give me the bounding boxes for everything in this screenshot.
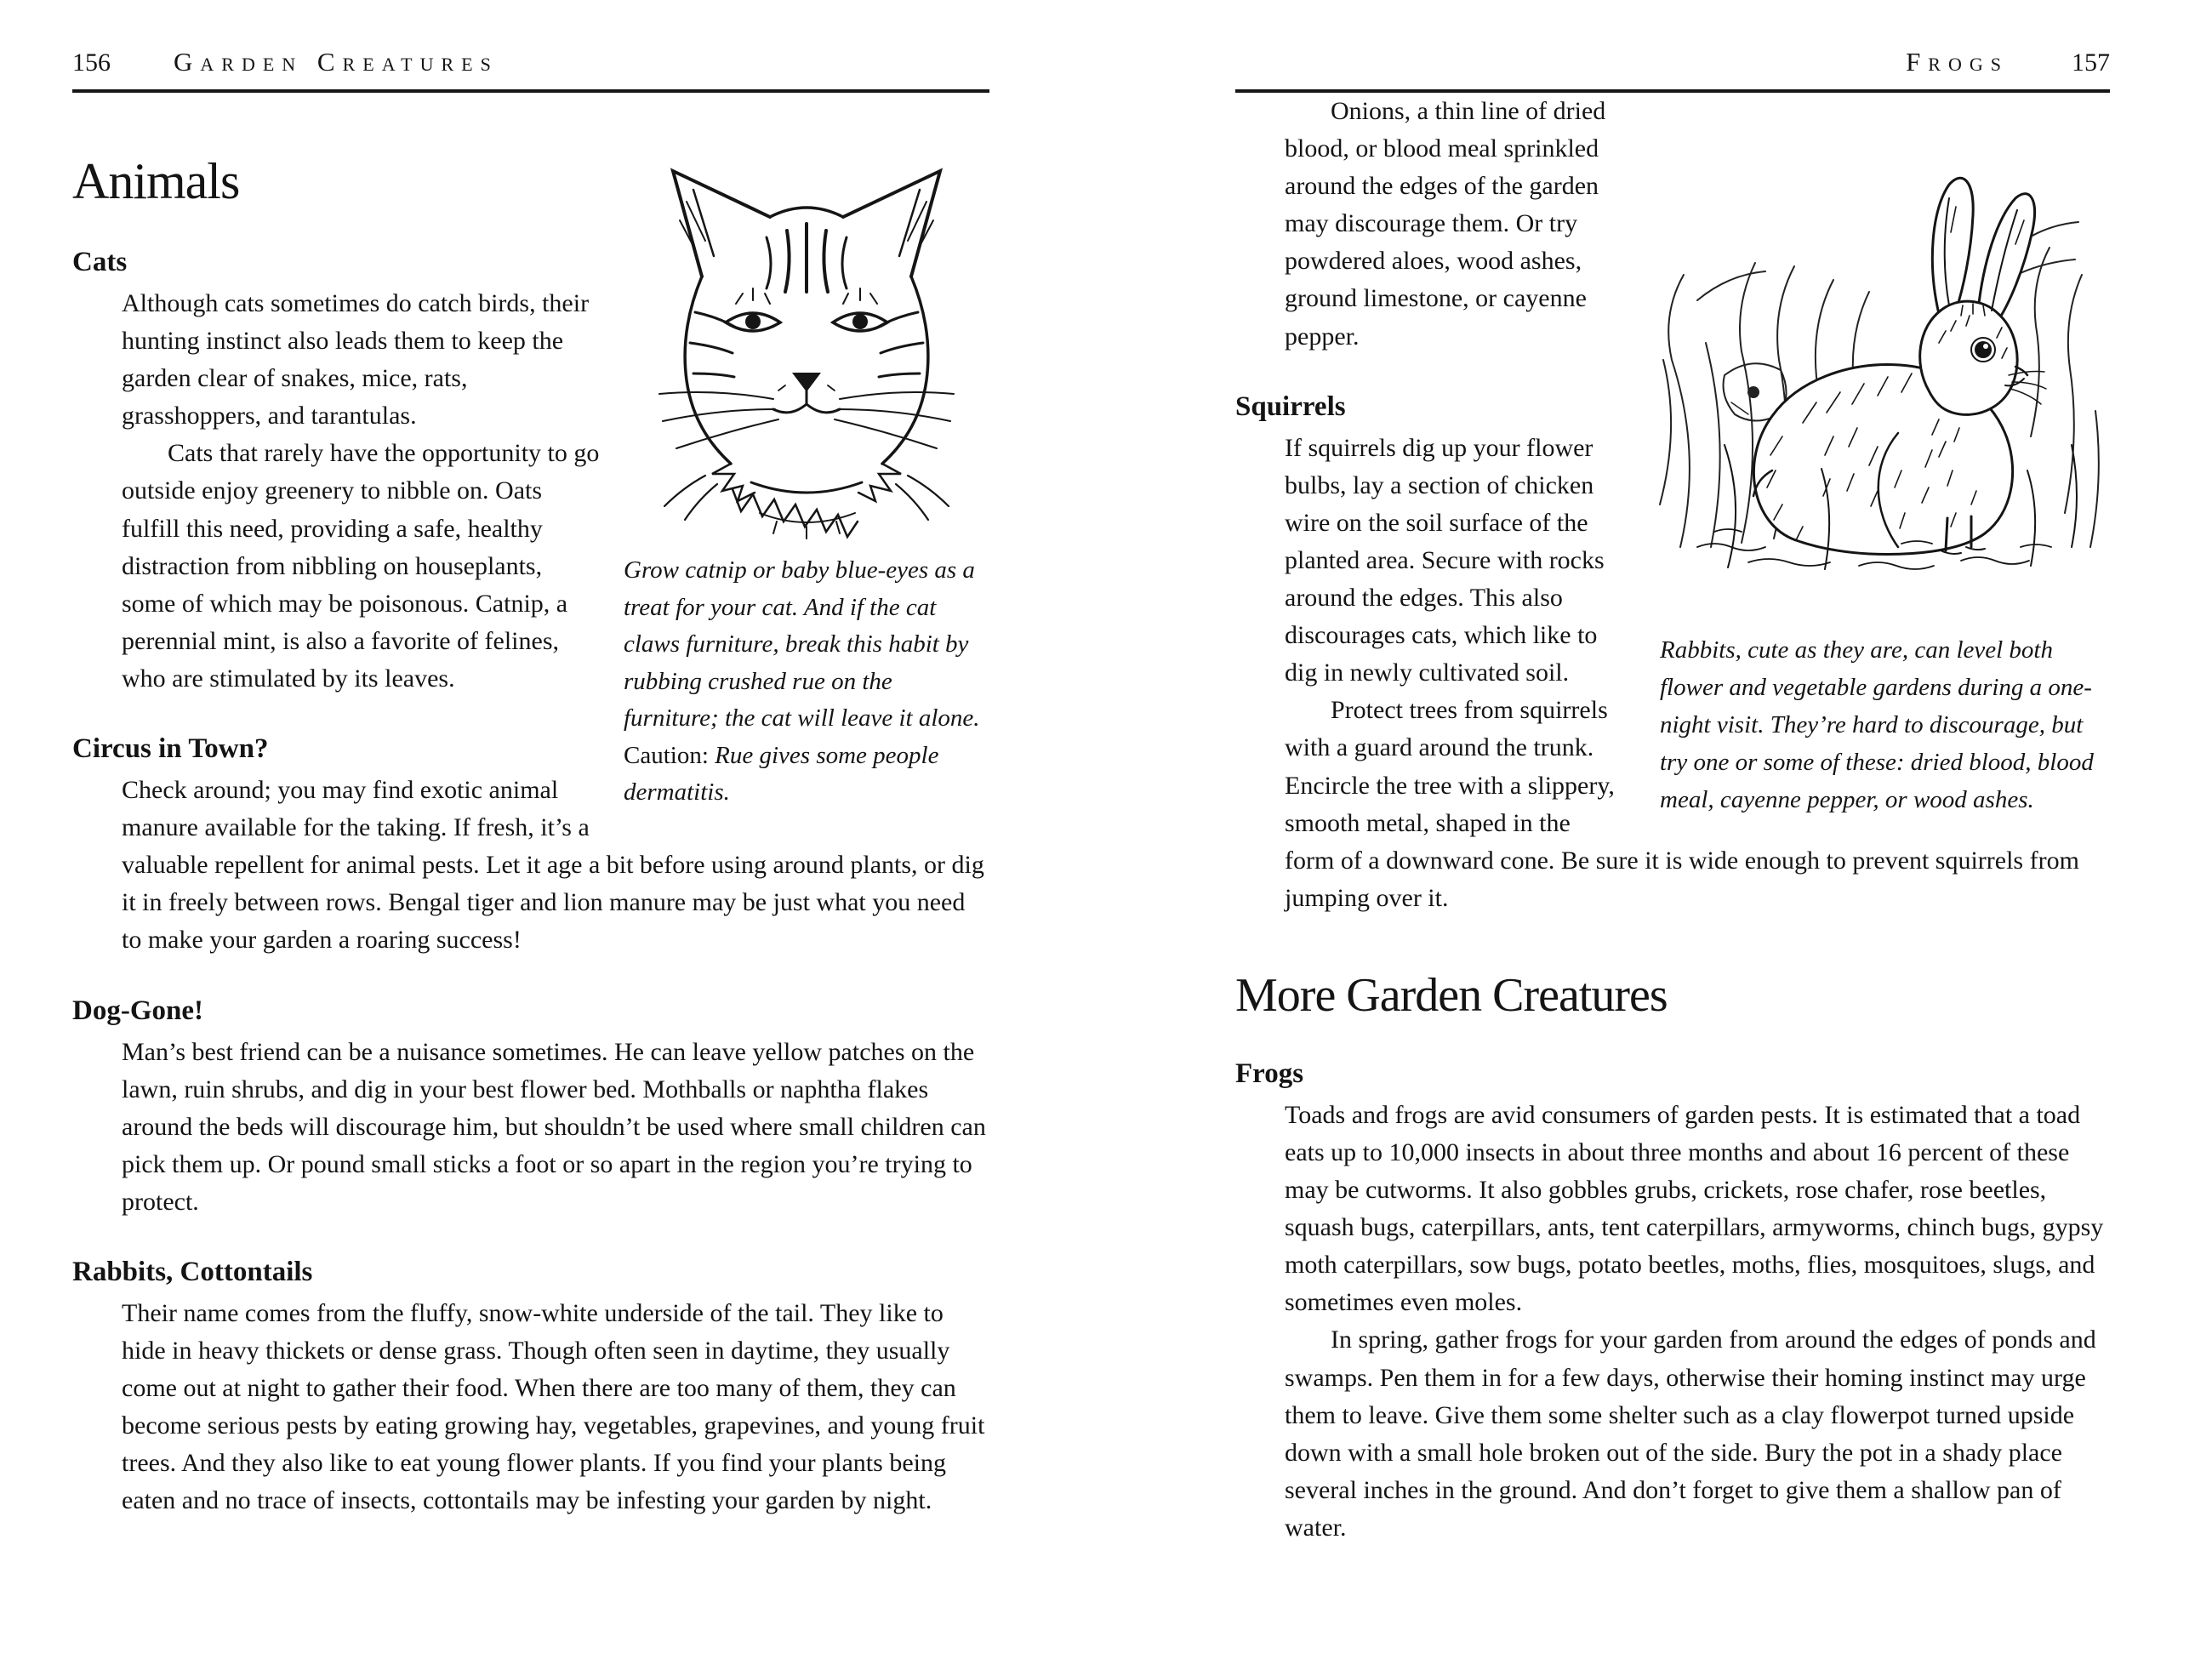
rabbit-illustration [1646,147,2110,577]
page-number: 156 [72,48,111,77]
paragraph-squirrels-1: If squirrels dig up your flower bulbs, lay a section of chicken wire on the soil surface of the planted area. Secure with rocks around the edges. This also discourages cats, which like to dig in newly cultivated soil. [1285,433,1605,687]
heading-frogs: Frogs [1235,1058,1304,1089]
heading-dog-gone: Dog-Gone! [72,995,203,1026]
heading-squirrels: Squirrels [1235,391,1346,422]
caption-roman-part: Caution: [624,741,715,769]
paragraph-rabbits: Their name comes from the fluffy, snow-white underside of the tail. They like to hide in heavy thickets or dense grass. Though often seen in daytime, they usually come out at night to gather their food. When there are too many of them, they can become serious pests by eating growing hay, vegetables, grapevines, and young fruit trees. And they also like to eat young flower plants. If you find your plants being eaten and no trace of insects, cottontails may be infesting your garden by night. [122,1298,985,1515]
cat-figure-caption [624,552,989,812]
heading-cats: Cats [72,247,128,277]
caption-italic-part: Grow catnip or baby blue-eyes as a treat for your cat. And if the cat claws furniture, break this habit by rubbing crushed rue on the furniture; the cat will leave it alone. [624,556,980,732]
running-head: Frogs [1906,47,2009,77]
cat-illustration [624,142,989,542]
rabbit-figure [1646,147,2110,818]
page-157 [1235,47,2110,1547]
caption-italic-part: Rue gives some people dermatitis. [624,741,939,806]
rabbit-figure-caption: Rabbits, cute as they are, can level both flower and vegetable gardens during a one-night visit. They’re hard to discourage, but try one or some of these: dried blood, blood meal, cayenne pepper, or wood ashes. [1660,636,2094,814]
heading-rabbits-cottontails: Rabbits, Cottontails [72,1256,313,1287]
paragraph-frogs-2: In spring, gather frogs for your garden from around the edges of ponds and swamps. Pen them in for a few days, otherwise their homing instinct may urge them to leave. Give them some shelter such as a clay flowerpot turned upside down with a small hole broken out of the side. Bury the pot in a shady place several inches in the ground. And don’t forget to give them a shallow pan of water. [1285,1325,2096,1542]
paragraph-cats-2: Cats that rarely have the opportunity to go outside enjoy greenery to nibble on. Oats fulfill this need, providing a safe, healthy distraction from nibbling on houseplants, some of which may be poisonous. Catnip, a perennial mint, is also a favorite of felines, who are stimulated by its leaves. [122,439,600,693]
heading-circus-in-town: Circus in Town? [72,733,269,765]
paragraph-cats-1: Although cats sometimes do catch birds, their hunting instinct also leads them to keep the garden clear of snakes, mice, rats, grasshoppers, and tarantulas. [122,289,590,430]
paragraph-frogs-1: Toads and frogs are avid consumers of garden pests. It is estimated that a toad eats up to 10,000 insects in about three months and about 16 percent of these may be cutworms. It also gobbles grubs, crickets, rose chafer, rose beetles, squash bugs, caterpillars, ants, tent caterpillars, armyworms, chinch bugs, gypsy moth caterpillars, sow bugs, potato beetles, moths, flies, mosquitoes, slugs, and sometimes even moles. [1285,1100,2104,1317]
paragraph-onions: Onions, a thin line of dried blood, or blood meal sprinkled around the edges of the garden may discourage them. Or try powdered aloes, wood ashes, ground limestone, or cayenne pepper. [1285,97,1606,351]
running-head: Garden Creatures [174,47,499,77]
page-156 [72,47,989,1520]
page-number: 157 [2072,48,2110,77]
section-title-more-garden-creatures: More Garden Creatures [1235,968,1668,1022]
paragraph-squirrels-2: Protect trees from squirrels with a guard around the trunk. Encircle the tree with a slippery, smooth metal, shaped in the form of a downward cone. Be sure it is wide enough to prevent squirrels from jumping over it. [1285,696,2079,912]
cat-figure [624,142,989,812]
page-header-right [1235,47,2110,93]
section-title-animals: Animals [72,153,240,209]
paragraph-circus: Check around; you may find exotic animal manure available for the taking. If fresh, it’s a valuable repellent for animal pests. Let it age a bit before using around plants, or dig it in freely between rows. Bengal tiger and lion manure may be just what you need to make your garden a roaring success! [122,776,984,955]
paragraph-dog: Man’s best friend can be a nuisance sometimes. He can leave yellow patches on the lawn, ruin shrubs, and dig in your best flower bed. Mothballs or naphtha flakes around the beds will discourage him, but shouldn’t be used where small children can pick them up. Or pound small sticks a foot or so apart in the region you’re trying to protect. [122,1037,986,1216]
page-header-left [72,47,989,93]
